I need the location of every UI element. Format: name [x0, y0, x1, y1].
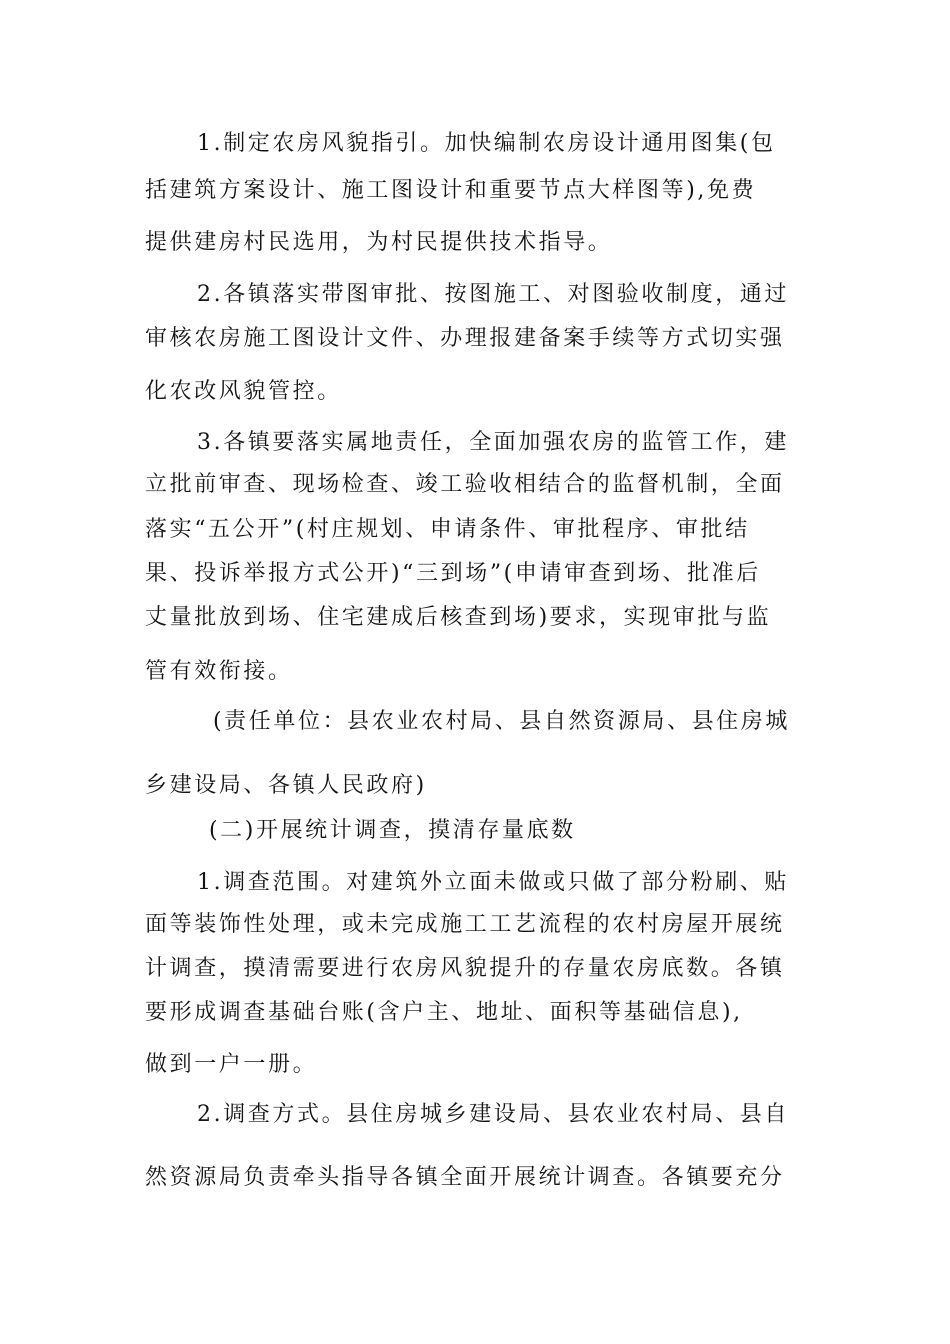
paragraph-2-line-3: 化农改风貌管控。: [145, 379, 342, 404]
paragraph-4-line-1: 1.调查范围。对建筑外立面未做或只做了部分粉刷、贴: [197, 870, 789, 895]
paragraph-4-line-5: 做到一户一册。: [145, 1052, 318, 1077]
responsibility-line-2: 乡建设局、各镇人民政府): [145, 773, 427, 798]
paragraph-3-line-1: 3.各镇要落实属地责任，全面加强农房的监管工作，建: [197, 430, 789, 455]
paragraph-2-line-2: 审核农房施工图设计文件、办理报建备案手续等方式切实强: [145, 326, 785, 351]
paragraph-3-line-2: 立批前审查、现场检查、竣工验收相结合的监督机制，全面: [145, 472, 785, 497]
paragraph-3-line-3: 落实“五公开”(村庄规划、申请条件、审批程序、审批结: [145, 517, 750, 542]
section-heading: (二)开展统计调查，摸清存量底数: [209, 818, 576, 843]
paragraph-1-line-3: 提供建房村民选用，为村民提供技术指导。: [145, 230, 613, 255]
paragraph-2-line-1: 2.各镇落实带图审批、按图施工、对图验收制度，通过: [197, 282, 789, 307]
paragraph-5-line-1: 2.调查方式。县住房城乡建设局、县农业农村局、县自: [197, 1102, 789, 1127]
paragraph-1-line-2: 括建筑方案设计、施工图设计和重要节点大样图等),免费: [145, 178, 757, 203]
paragraph-1-line-1: 1.制定农房风貌指引。加快编制农房设计通用图集(包: [197, 131, 776, 156]
responsibility-line-1: (责任单位：县农业农村局、县自然资源局、县住房城: [213, 709, 790, 734]
paragraph-5-line-2: 然资源局负责牵头指导各镇全面开展统计调查。各镇要充分: [145, 1165, 785, 1190]
paragraph-4-line-3: 计调查，摸清需要进行农房风貌提升的存量农房底数。各镇: [145, 956, 785, 981]
paragraph-3-line-6: 管有效衔接。: [145, 659, 293, 684]
paragraph-3-line-4: 果、投诉举报方式公开)“三到场”(申请审查到场、批准后: [145, 561, 761, 586]
paragraph-4-line-4: 要形成调查基础台账(含户主、地址、面积等基础信息),: [145, 1000, 743, 1025]
paragraph-4-line-2: 面等装饰性处理，或未完成施工工艺流程的农村房屋开展统: [145, 912, 785, 937]
paragraph-3-line-5: 丈量批放到场、住宅建成后核查到场)要求，实现审批与监: [145, 605, 772, 630]
